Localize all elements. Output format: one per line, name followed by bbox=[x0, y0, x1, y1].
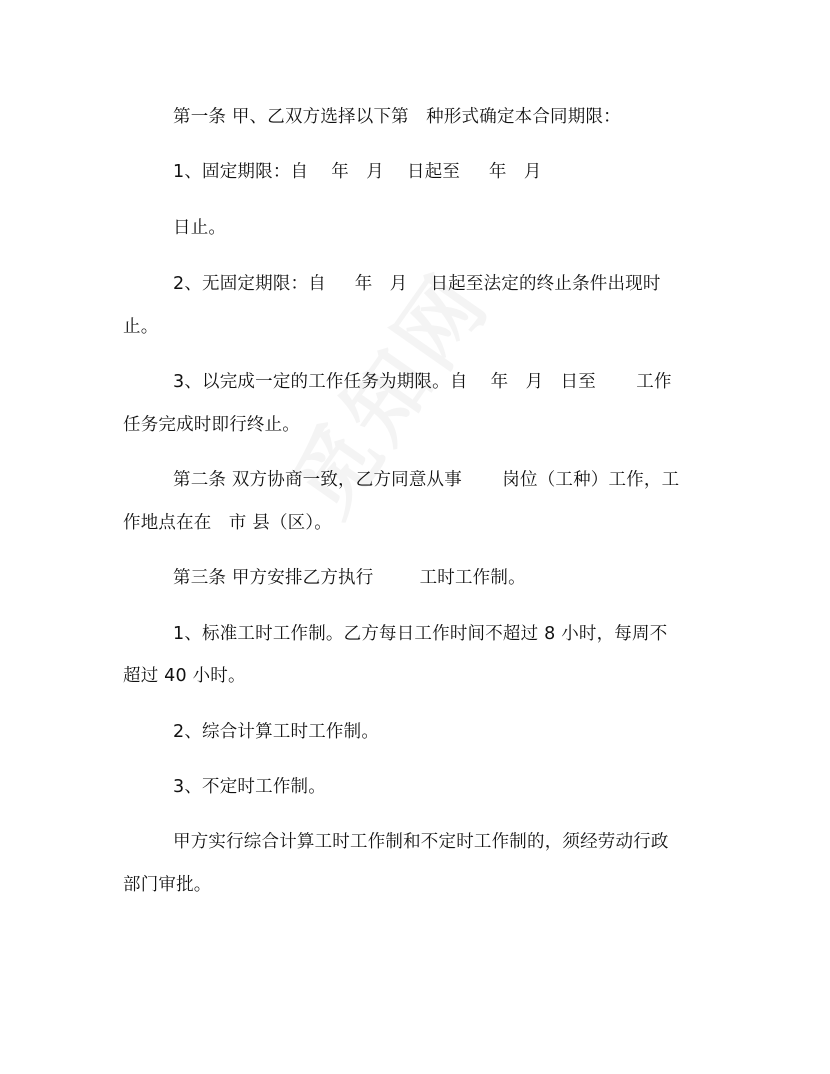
item-fixed-term: 1、固定期限：自 年 月 日起至 年 月 bbox=[173, 162, 542, 182]
item-standard-hours-end: 超过 40 小时。 bbox=[123, 666, 246, 686]
item-open-term-end: 止。 bbox=[123, 317, 159, 337]
article-2-heading: 第二条 双方协商一致，乙方同意从事 岗位（工种）工作，工 bbox=[173, 470, 680, 490]
approval-note-end: 部门审批。 bbox=[123, 875, 212, 895]
item-standard-hours: 1、标准工时工作制。乙方每日工作时间不超过 8 小时，每周不 bbox=[173, 624, 668, 644]
article-1-heading: 第一条 甲、乙双方选择以下第 种形式确定本合同期限： bbox=[173, 107, 621, 127]
item-fixed-term-end: 日止。 bbox=[173, 218, 227, 238]
article-2-location: 作地点在在 市 县（区）。 bbox=[123, 513, 333, 533]
item-open-term: 2、无固定期限：自 年 月 日起至法定的终止条件出现时 bbox=[173, 274, 661, 294]
item-task-term: 3、以完成一定的工作任务为期限。自 年 月 日至 工作 bbox=[173, 372, 672, 392]
approval-note: 甲方实行综合计算工时工作制和不定时工作制的，须经劳动行政 bbox=[173, 832, 669, 852]
item-task-term-end: 任务完成时即行终止。 bbox=[123, 415, 300, 435]
item-flexible-hours: 3、不定时工作制。 bbox=[173, 777, 326, 797]
item-comprehensive-hours: 2、综合计算工时工作制。 bbox=[173, 722, 380, 742]
article-3-heading: 第三条 甲方安排乙方执行 工时工作制。 bbox=[173, 568, 526, 588]
